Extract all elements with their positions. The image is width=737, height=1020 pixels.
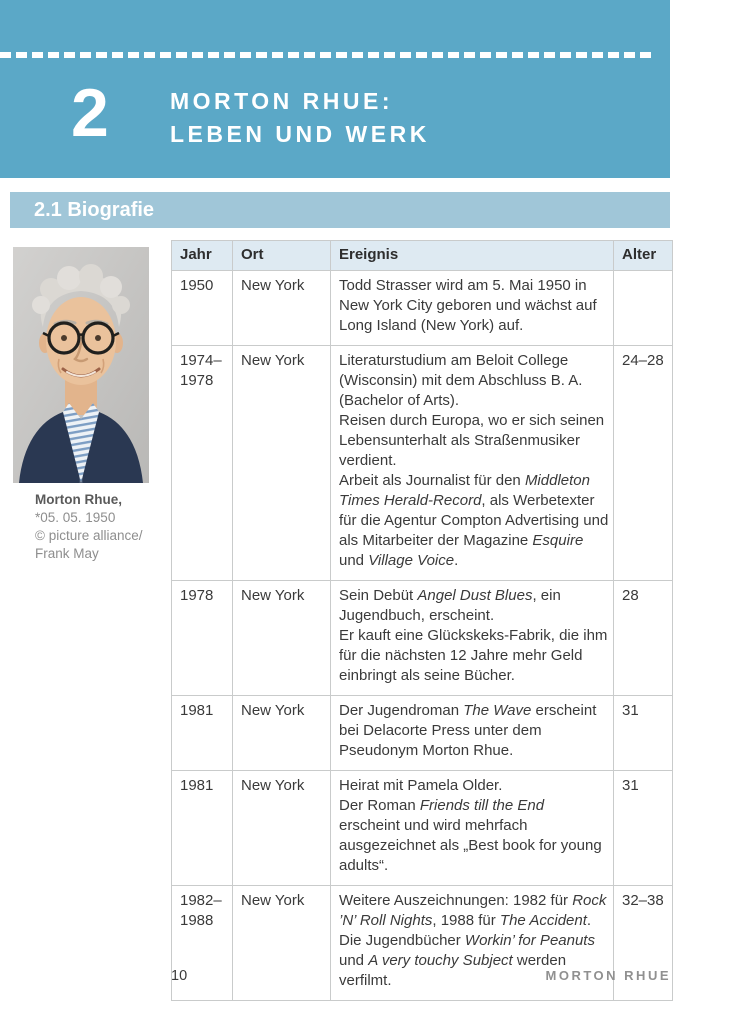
- event-paragraph: Literaturstudium am Beloit College (Wisconsin) mit dem Abschluss B. A. (Bachelor of Arts).: [339, 352, 583, 409]
- chapter-title-line2: LEBEN UND WERK: [170, 121, 430, 147]
- table-row: [172, 271, 673, 346]
- event-paragraph: Weitere Auszeichnungen: 1982 für Rock ’N’ Roll Nights, 1988 für The Accident.: [339, 892, 607, 929]
- table-row: [172, 581, 673, 696]
- portrait-photo: [13, 247, 149, 483]
- chapter-title: [170, 80, 430, 151]
- age-cell: 28: [614, 581, 673, 696]
- year-cell: 1981: [172, 771, 233, 886]
- event-paragraph: Er kauft eine Glückskeks-Fabrik, die ihm für die nächsten 12 Jahre mehr Geld einbringt als seine Bücher.: [339, 627, 608, 684]
- chapter-header-band: [0, 0, 670, 178]
- place-cell: New York: [233, 271, 331, 346]
- photo-caption-line: © picture alliance/: [35, 528, 143, 543]
- age-cell: 31: [614, 696, 673, 771]
- event-cell: [331, 271, 614, 346]
- place-cell: New York: [233, 696, 331, 771]
- section-heading-bar: [10, 192, 670, 228]
- year-cell: 1982– 1988: [172, 886, 233, 1001]
- column-header: Jahr: [172, 241, 233, 271]
- place-cell: New York: [233, 346, 331, 581]
- event-cell: [331, 581, 614, 696]
- page-footer: [171, 968, 671, 984]
- chapter-heading: [0, 75, 430, 151]
- page-number: 10: [171, 968, 188, 984]
- event-paragraph: Der Roman Friends till the End erscheint und wird mehrfach ausgezeichnet als „Best book for young adults“.: [339, 797, 602, 874]
- biography-section: [171, 240, 672, 1001]
- place-cell: New York: [233, 886, 331, 1001]
- year-cell: 1974– 1978: [172, 346, 233, 581]
- place-cell: New York: [233, 771, 331, 886]
- age-cell: 32–38: [614, 886, 673, 1001]
- photo-caption-line: Morton Rhue,: [35, 492, 122, 507]
- year-cell: 1978: [172, 581, 233, 696]
- event-paragraph: Der Jugendroman The Wave erscheint bei Delacorte Press unter dem Pseudonym Morton Rhue.: [339, 702, 597, 759]
- dashed-divider: [0, 52, 652, 58]
- event-paragraph: Arbeit als Journalist für den Middleton Times Herald-Record, als Werbetexter für die Agentur Compton Advertising und als Mitarbeiter der Magazine Esquire und Village Voice.: [339, 472, 609, 569]
- column-header: Alter: [614, 241, 673, 271]
- age-cell: 31: [614, 771, 673, 886]
- event-paragraph: Die Jugendbücher Workin’ for Peanuts und A very touchy Subject werden verfilmt.: [339, 932, 595, 989]
- biography-table: [171, 240, 673, 1001]
- event-paragraph: Sein Debüt Angel Dust Blues, ein Jugendbuch, erscheint.: [339, 587, 561, 624]
- table-row: [172, 696, 673, 771]
- table-row: [172, 346, 673, 581]
- photo-caption-line: Frank May: [35, 546, 99, 561]
- table-header-row: [172, 241, 673, 271]
- running-title: MORTON RHUE: [545, 968, 671, 983]
- place-cell: New York: [233, 581, 331, 696]
- year-cell: 1950: [172, 271, 233, 346]
- table-row: [172, 771, 673, 886]
- event-paragraph: Todd Strasser wird am 5. Mai 1950 in New York City geboren und wächst auf Long Island (New York) auf.: [339, 277, 597, 334]
- portrait-photo-illustration: [13, 247, 149, 483]
- age-cell: 24–28: [614, 346, 673, 581]
- column-header: Ort: [233, 241, 331, 271]
- year-cell: 1981: [172, 696, 233, 771]
- column-header: Ereignis: [331, 241, 614, 271]
- photo-caption-line: *05. 05. 1950: [35, 510, 116, 525]
- age-cell: [614, 271, 673, 346]
- event-cell: [331, 696, 614, 771]
- section-title: 2.1 Biografie: [34, 198, 155, 221]
- photo-caption: [35, 491, 143, 563]
- event-paragraph: Heirat mit Pamela Older.: [339, 777, 503, 794]
- chapter-title-line1: MORTON RHUE:: [170, 88, 394, 114]
- event-cell: [331, 346, 614, 581]
- chapter-number: 2: [71, 75, 109, 151]
- event-cell: [331, 771, 614, 886]
- event-paragraph: Reisen durch Europa, wo er sich seinen Lebensunterhalt als Straßenmusiker verdient.: [339, 412, 605, 469]
